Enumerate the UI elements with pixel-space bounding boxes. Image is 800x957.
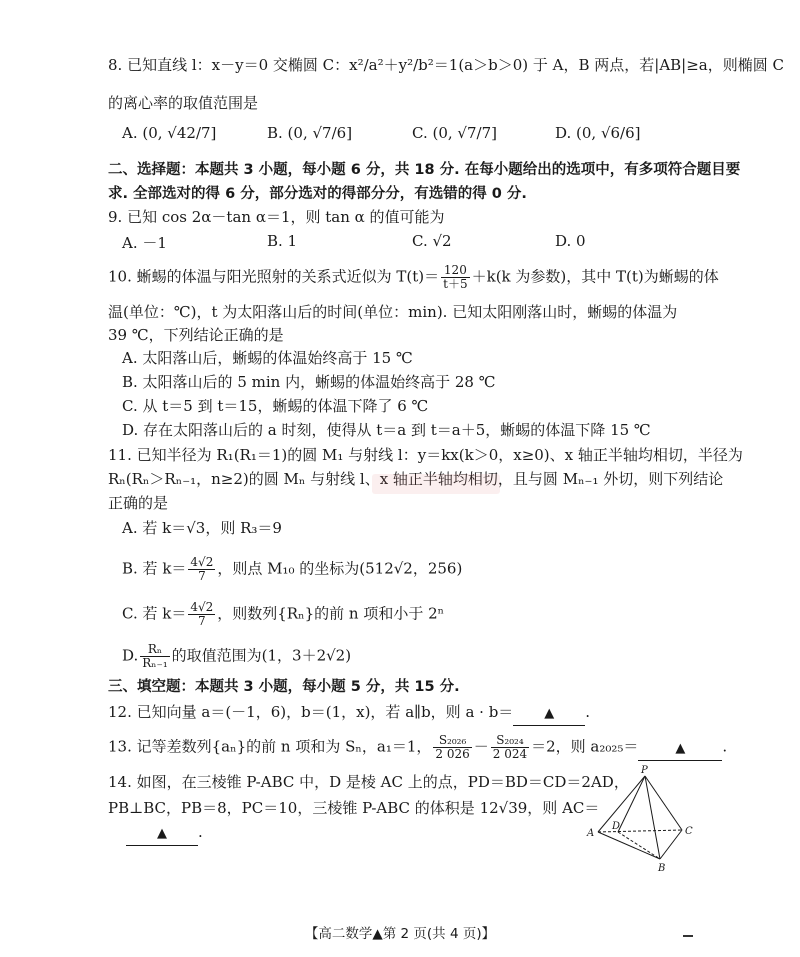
label-c: C xyxy=(685,826,693,837)
edge-pb xyxy=(645,776,660,859)
q12-blank-marker: ▲ xyxy=(544,706,555,721)
q8-option-a: A. (0, √42/7] xyxy=(122,124,217,142)
q8-line1: 8. 已知直线 l：x－y＝0 交椭圆 C：x²/a²＋y²/b²＝1(a＞b＞0) 于 A，B 两点，若|AB|≥a，则椭圆 C xyxy=(108,56,784,74)
q8-option-d: D. (0, √6/6] xyxy=(555,124,641,142)
q11-c-num: 4√2 xyxy=(190,600,214,614)
q13-end: . xyxy=(722,737,728,756)
q9-stem: 9. 已知 cos 2α－tan α＝1，则 tan α 的值可能为 xyxy=(108,208,445,226)
q14-blank-marker: ▲ xyxy=(157,826,167,841)
q11-b-den: 7 xyxy=(198,569,206,583)
q11-c-start: C. 若 k＝ xyxy=(122,604,187,623)
q13-minus: － xyxy=(473,737,489,756)
q10-option-a: A. 太阳落山后，蜥蜴的体温始终高于 15 ℃ xyxy=(122,349,413,367)
q13-text-start: 13. 记等差数列{aₙ}的前 n 项和为 Sₙ，a₁＝1， xyxy=(108,737,432,756)
q12-text: 12. 已知向量 a＝(－1，6)，b＝(1，x)，若 a∥b，则 a · b＝ xyxy=(108,703,514,721)
faint-watermark xyxy=(372,474,500,494)
q9-option-a: A. －1 xyxy=(122,234,167,252)
q11-line2: Rₙ(Rₙ＞Rₙ₋₁，n≥2)的圆 Mₙ 与射线 l、x 轴正半轴均相切，且与圆 Mₙ₋₁ 外切，则下列结论 xyxy=(108,470,724,488)
q9-option-c: C. √2 xyxy=(412,232,452,250)
q11-option-d xyxy=(122,643,351,670)
section2-line1: 二、选择题：本题共 3 小题，每小题 6 分，共 18 分. 在每小题给出的选项中，有多项符合题目要 xyxy=(108,162,741,178)
q11-b-num: 4√2 xyxy=(190,555,214,569)
q8-option-b: B. (0, √7/6] xyxy=(267,124,353,142)
q10-option-d: D. 存在太阳落山后的 a 时刻，使得从 t＝a 到 t＝a＋5，蜥蜴的体温下降 15 ℃ xyxy=(122,421,651,439)
q14-line1: 14. 如图，在三棱锥 P-ABC 中，D 是棱 AC 上的点，PD＝BD＝CD＝2AD， xyxy=(108,773,629,791)
section2-line2: 求. 全部选对的得 6 分，部分选对的得部分分，有选错的得 0 分. xyxy=(108,186,527,202)
q11-c-end: ，则数列{Rₙ}的前 n 项和小于 2ⁿ xyxy=(217,604,445,623)
q13-text-end: ＝2，则 a₂₀₂₅＝ xyxy=(531,737,639,756)
q13-fraction-2 xyxy=(491,734,529,761)
q14-end: . xyxy=(198,823,203,841)
section3-title: 三、填空题：本题共 3 小题，每小题 5 分，共 15 分. xyxy=(108,679,460,695)
q10-line1-start: 10. 蜥蜴的体温与阳光照射的关系式近似为 T(t)＝ xyxy=(108,267,440,286)
q11-b-start: B. 若 k＝ xyxy=(122,559,187,578)
q13-f1-num: S₂₀₂₆ xyxy=(433,734,471,748)
q11-c-fraction xyxy=(188,601,215,628)
q10-line1-end: ＋k(k 为参数)，其中 T(t)为蜥蜴的体 xyxy=(471,267,719,286)
q10-option-b: B. 太阳落山后的 5 min 内，蜥蜴的体温始终高于 28 ℃ xyxy=(122,373,496,391)
page-footer: 【高二数学▲第 2 页(共 4 页)】 xyxy=(304,926,496,942)
pyramid-figure xyxy=(582,764,700,874)
q8-option-c: C. (0, √7/7] xyxy=(412,124,497,142)
q11-d-fraction xyxy=(140,643,169,670)
q11-c-den: 7 xyxy=(197,614,206,628)
q13-f1-den: 2 026 xyxy=(435,747,470,761)
q11-d-den: Rₙ₋₁ xyxy=(142,656,168,670)
q10-line2: 温(单位：℃)，t 为太阳落山后的时间(单位：min). 已知太阳刚落山时，蜥蜴的体温为 xyxy=(108,303,678,321)
q8-line2: 的离心率的取值范围是 xyxy=(108,94,259,112)
q11-line1: 11. 已知半径为 R₁(R₁＝1)的圆 M₁ 与射线 l：y＝kx(k＞0，x≥0)、x 轴正半轴均相切，半径为 xyxy=(108,446,743,464)
edge-bc xyxy=(660,830,682,859)
q14-line3 xyxy=(126,821,203,846)
q13-line xyxy=(108,734,727,761)
q10-frac-num: 120 xyxy=(441,264,469,278)
q13-f2-den: 2 024 xyxy=(492,747,528,761)
q10-frac-den: t＋5 xyxy=(443,277,468,291)
q11-b-end: ，则点 M₁₀ 的坐标为(512√2，256) xyxy=(217,559,463,578)
q12-answer-blank xyxy=(513,701,585,726)
corner-mark xyxy=(683,935,693,937)
q10-line3: 39 ℃，下列结论正确的是 xyxy=(108,326,284,344)
q11-option-a: A. 若 k＝√3，则 R₃＝9 xyxy=(122,519,282,537)
label-p: P xyxy=(641,765,648,776)
q11-d-num: Rₙ xyxy=(140,643,169,657)
q13-fraction-1 xyxy=(433,734,471,761)
q13-f2-num: S₂₀₂₄ xyxy=(491,734,529,748)
q11-line3: 正确的是 xyxy=(108,494,169,512)
edge-ab xyxy=(598,832,660,859)
label-d: D xyxy=(612,821,621,832)
label-b: B xyxy=(658,863,666,874)
q11-d-start: D. xyxy=(122,646,139,665)
q11-option-c xyxy=(122,601,444,628)
label-a: A xyxy=(587,828,595,839)
q10-fraction xyxy=(441,264,469,291)
q9-option-b: B. 1 xyxy=(267,232,298,250)
q10-option-c: C. 从 t＝5 到 t＝15，蜥蜴的体温下降了 6 ℃ xyxy=(122,397,429,415)
q9-option-d: D. 0 xyxy=(555,232,586,250)
q11-d-end: 的取值范围为(1，3＋2√2) xyxy=(171,646,352,665)
edge-ac-dashed xyxy=(598,830,682,832)
q14-answer-blank xyxy=(126,821,198,846)
q12-end: . xyxy=(585,703,591,721)
edge-pc xyxy=(645,776,682,830)
edge-bd-dashed xyxy=(618,832,660,859)
q12-line xyxy=(108,701,590,726)
q13-answer-blank xyxy=(638,736,722,761)
q14-line2: PB⊥BC，PB＝8，PC＝10，三棱锥 P-ABC 的体积是 12√39，则 AC＝ xyxy=(108,799,600,817)
q10-line1 xyxy=(108,264,719,291)
q13-blank-marker: ▲ xyxy=(675,740,686,756)
q11-b-fraction xyxy=(188,556,215,583)
q11-option-b xyxy=(122,556,462,583)
